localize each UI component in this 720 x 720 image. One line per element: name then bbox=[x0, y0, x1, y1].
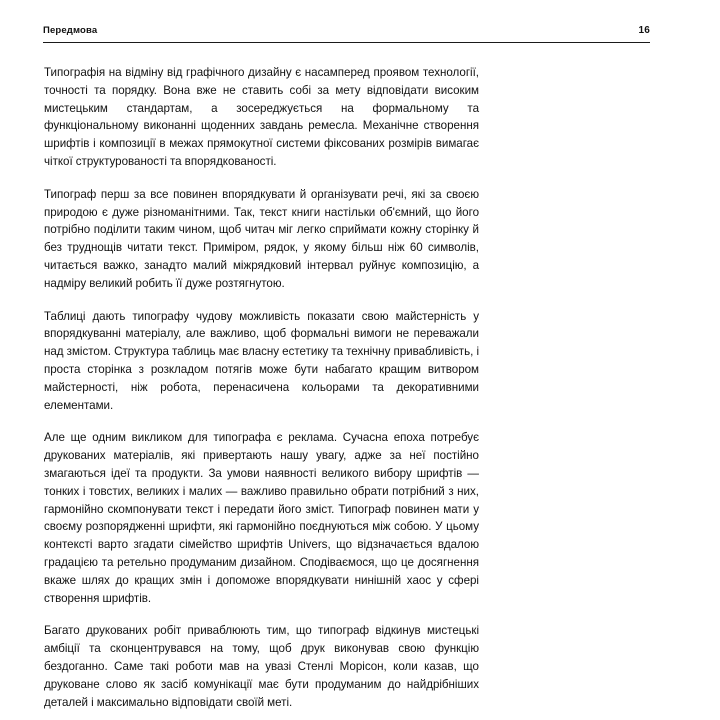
page-number: 16 bbox=[638, 25, 650, 36]
body-paragraph: Таблиці дають типографу чудову можливість показати свою майстерність у впорядкуванні матеріалу, але важливо, щоб формальні вимоги не переважали над змістом. Структура таблиць має власну естетику та технічну привабливість, і проста сторінка з розкладом потягів може бути набагато кращим витвором майстерності, ніж робота, перенасичена кольорами та декоративними елементами. bbox=[44, 309, 479, 412]
body-paragraph: Типограф перш за все повинен впорядкувати й організувати речі, які за своєю природою є дуже різноманітними. Так, текст книги настільки об'ємний, що його потрібно поділити таким чином, щоб читач міг легко сприймати кожну сторінку й без труднощів читати текст. Приміром, рядок, у якому більш ніж 60 символів, читається важко, занадто малий міжрядковий інтервал руйнує композицію, а надміру великий робить її дуже розтягнутою. bbox=[44, 187, 479, 290]
running-head-title: Передмова bbox=[43, 25, 98, 36]
body-text-column bbox=[44, 64, 479, 711]
body-paragraph: Але ще одним викликом для типографа є реклама. Сучасна епоха потребує друкованих матеріалів, які привертають нашу увагу, адже за неї постійно змагаються ідеї та продукти. За умови наявності великого вибору шрифтів — тонких і товстих, великих і малих — важливо правильно обрати потрібний з них, гармонійно скомпонувати текст і передати його зміст. Типограф повинен мати у своєму розпорядженні шрифти, які гармонійно поєднуються між собою. У цьому контексті варто згадати сімейство шрифтів Univers, що відзначається вдалою градацією та ретельно продуманим дизайном. Сподіваємося, що це досягнення вкаже шлях до кращих змін і допоможе впорядкувати нинішній хаос у сфері створення шрифтів. bbox=[44, 431, 479, 605]
body-paragraph: Типографія на відміну від графічного дизайну є насамперед проявом технології, точності та порядку. Вона вже не ставить собі за мету відповідати високим мистецьким стандартам, а зосереджується на формальному та функціональному виконанні щоденних завдань ремесла. Механічне створення шрифтів і композиції в межах прямокутної системи фіксованих розмірів вимагає чіткої структурованості та впорядкованості. bbox=[44, 66, 479, 168]
body-paragraph: Багато друкованих робіт приваблюють тим, що типограф відкинув мистецькі амбіції та сконцентрувався на тому, щоб друк виконував свою функцію бездоганно. Саме такі роботи мав на увазі Стенлі Морісон, коли казав, що друковане слово як засіб комунікації має бути продуманим до найдрібніших деталей і максимально відповідати своїй меті. bbox=[44, 624, 479, 709]
header-divider-rule bbox=[43, 42, 650, 43]
running-head bbox=[43, 25, 650, 37]
